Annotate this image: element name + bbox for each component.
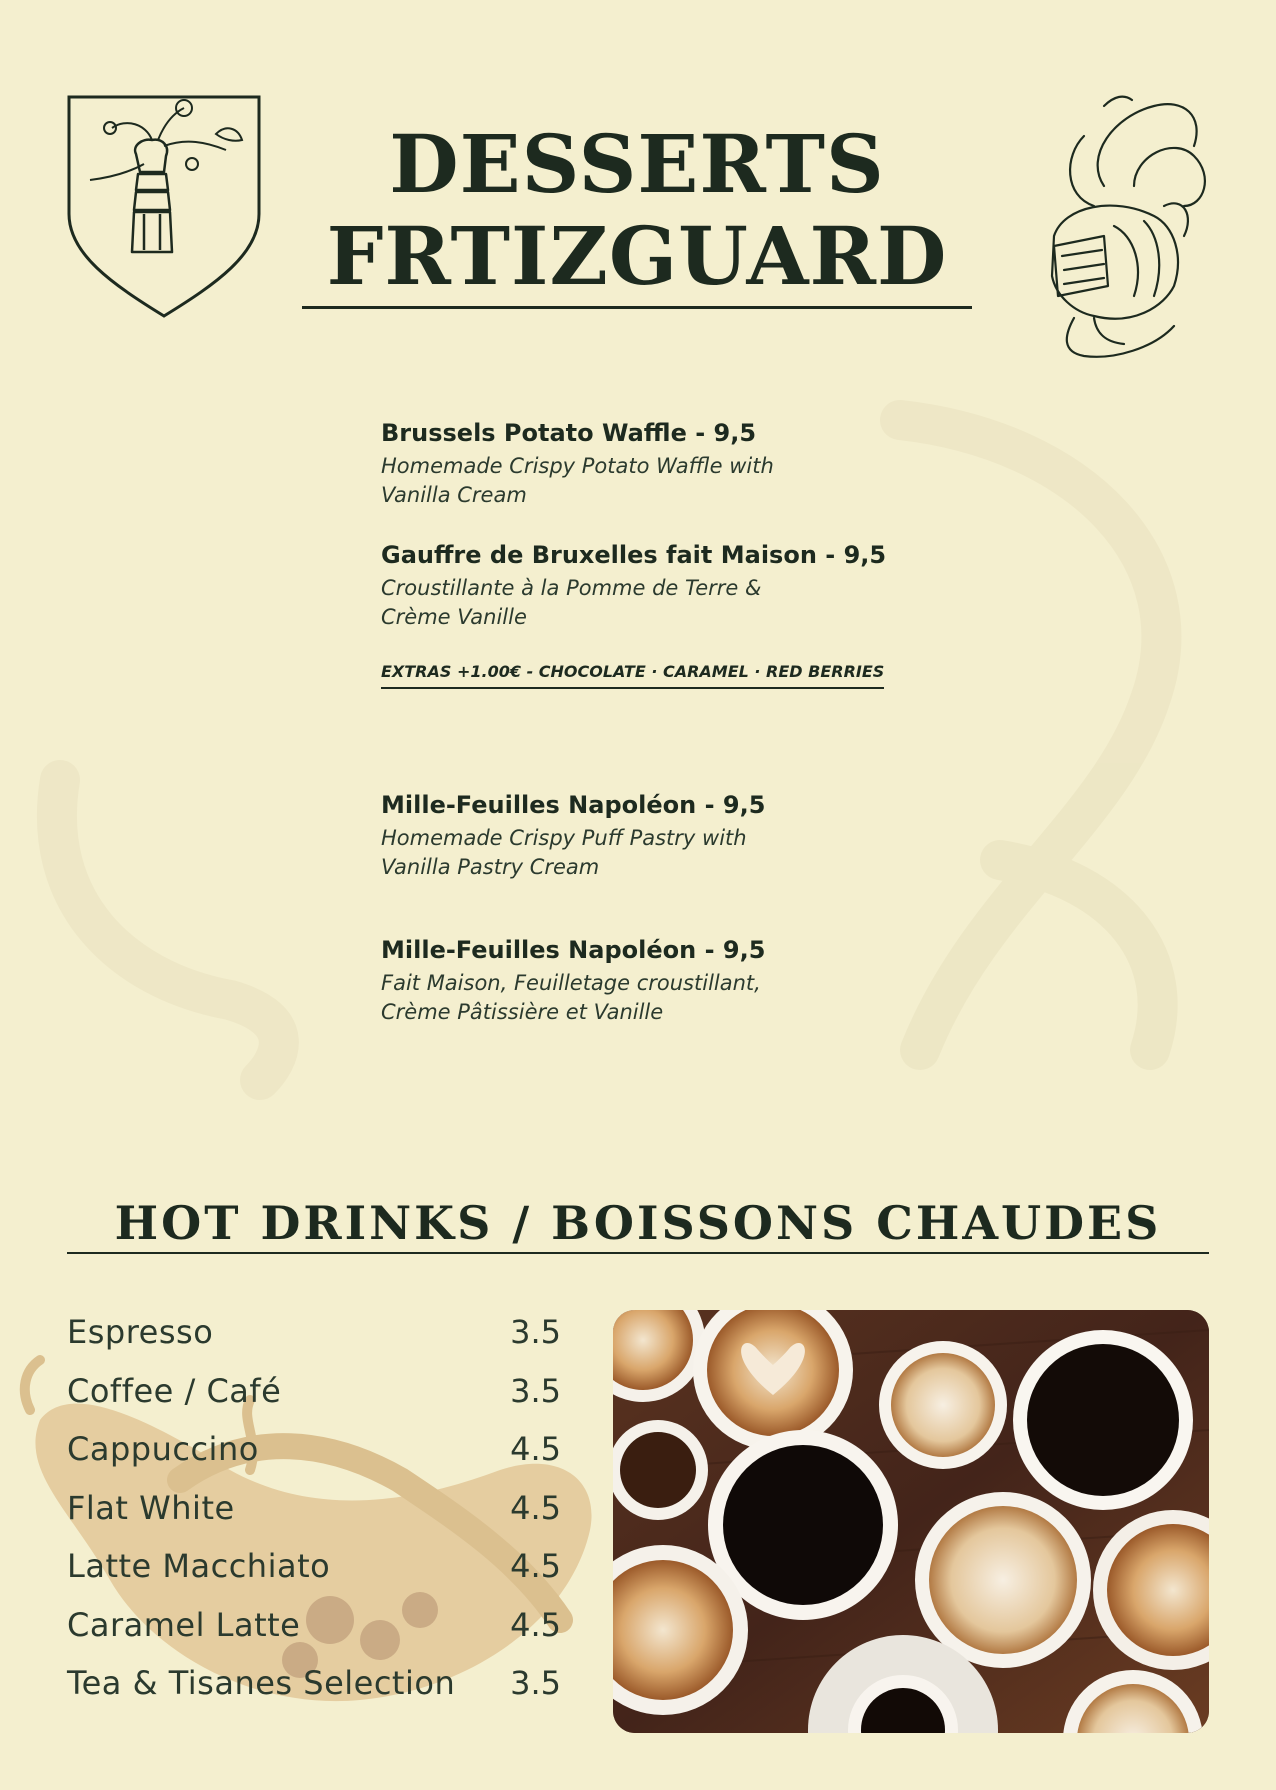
- drink-name: Flat White: [67, 1488, 235, 1527]
- dessert-description-line: Homemade Crispy Puff Pastry with: [381, 826, 747, 850]
- page-title: [300, 118, 974, 302]
- title-underline: [302, 306, 972, 309]
- drink-name: Coffee / Café: [67, 1371, 282, 1410]
- coffee-cups-illustration: [613, 1310, 1209, 1733]
- dessert-name: Mille-Feuilles Napoléon - 9,5: [381, 791, 766, 819]
- dessert-description: [381, 824, 821, 882]
- drink-price: 4.5: [510, 1605, 561, 1644]
- drink-row: [67, 1430, 567, 1489]
- drink-row: [67, 1372, 567, 1431]
- extras-note: EXTRAS +1.00€ - CHOCOLATE · CARAMEL · RED BERRIES: [381, 662, 884, 689]
- shield-crest-gauntlet-flowers-icon: [66, 94, 262, 320]
- drink-price: 4.5: [510, 1488, 561, 1527]
- drink-name: Latte Macchiato: [67, 1547, 331, 1585]
- drink-row: [67, 1606, 567, 1665]
- dessert-name: Mille-Feuilles Napoléon - 9,5: [381, 936, 766, 964]
- drink-price: 3.5: [510, 1664, 561, 1702]
- drink-price: 3.5: [510, 1371, 561, 1410]
- hot-drinks-underline: [67, 1252, 1209, 1254]
- dessert-description: [381, 969, 821, 1027]
- drink-row: [67, 1547, 567, 1606]
- drink-list: [67, 1313, 567, 1723]
- drink-price: 4.5: [510, 1547, 561, 1585]
- drink-name: Caramel Latte: [67, 1605, 301, 1644]
- drink-name: Tea & Tisanes Selection: [67, 1664, 456, 1702]
- dessert-item: [381, 418, 821, 510]
- drink-name: Espresso: [67, 1313, 214, 1351]
- dessert-description-line: Crème Pâtissière et Vanille: [381, 1000, 664, 1024]
- dessert-description: [381, 574, 821, 632]
- dessert-item: [381, 790, 821, 882]
- dessert-description-line: Croustillante à la Pomme de Terre &: [381, 576, 762, 600]
- dessert-name: Gauffre de Bruxelles fait Maison - 9,5: [381, 541, 887, 569]
- hot-drinks-heading: HOT DRINKS / BOISSONS CHAUDES: [114, 1196, 1162, 1250]
- dessert-item: [381, 935, 821, 1027]
- drink-row: [67, 1489, 567, 1548]
- dessert-description-line: Crème Vanille: [381, 605, 527, 629]
- drink-name: Cappuccino: [67, 1430, 259, 1468]
- page-title-line-2: FRTIZGUARD: [326, 209, 948, 303]
- page-title-line-1: DESSERTS: [389, 117, 885, 211]
- coffee-cups-photo: [613, 1310, 1209, 1733]
- dessert-description-line: Homemade Crispy Potato Waffle with: [381, 454, 774, 478]
- drink-price: 3.5: [510, 1313, 561, 1351]
- dessert-description-line: Vanilla Cream: [381, 483, 527, 507]
- dessert-description-line: Vanilla Pastry Cream: [381, 855, 600, 879]
- dessert-description-line: Fait Maison, Feuilletage croustillant,: [381, 971, 761, 995]
- drink-row: [67, 1313, 567, 1372]
- dessert-description: [381, 452, 821, 510]
- drink-row: [67, 1664, 567, 1723]
- drink-price: 4.5: [510, 1430, 561, 1468]
- dessert-name: Brussels Potato Waffle - 9,5: [381, 419, 757, 447]
- dessert-item: [381, 540, 886, 632]
- knight-helmet-plume-icon: [1044, 86, 1224, 362]
